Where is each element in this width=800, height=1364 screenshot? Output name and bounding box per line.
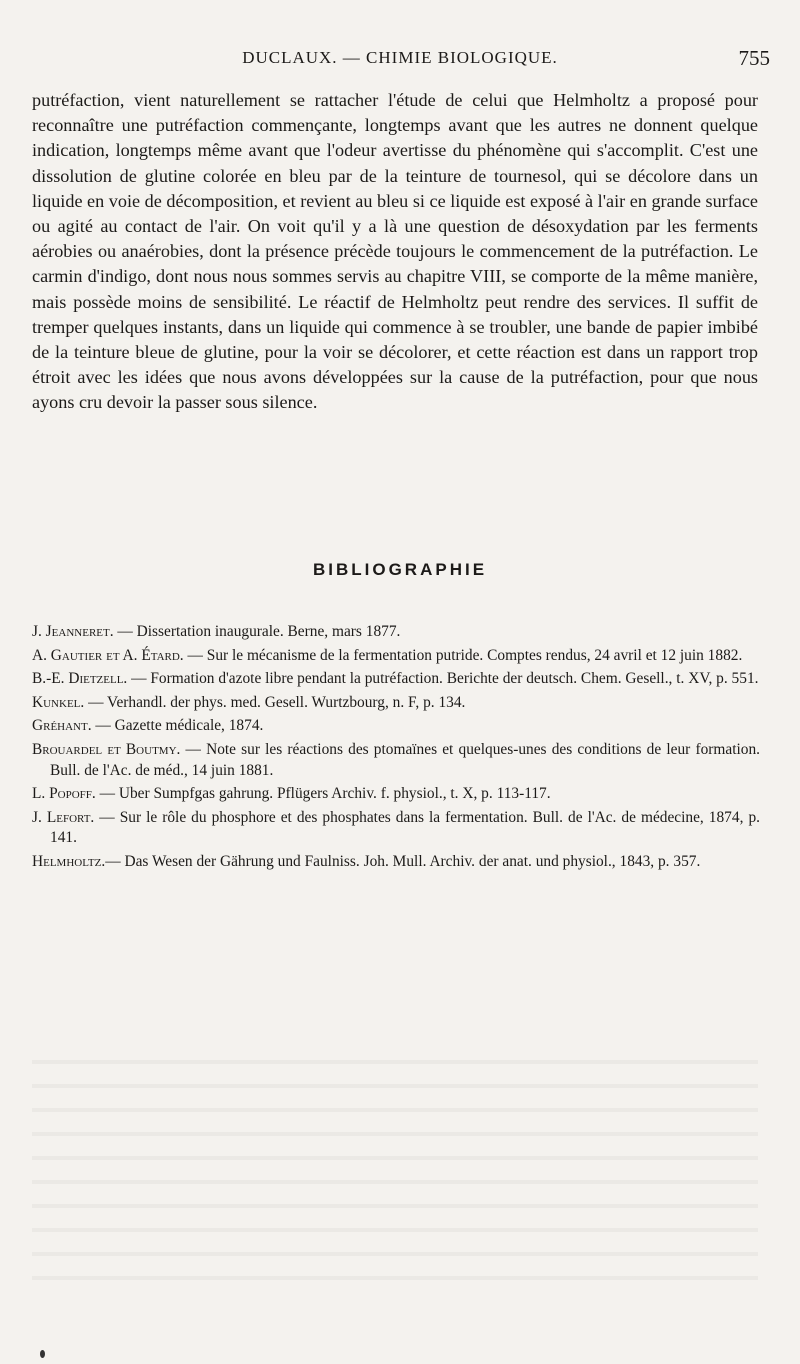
- entry-text: — Verhandl. der phys. med. Gesell. Wurtzbourg, n. F, p. 134.: [84, 693, 466, 711]
- bibliography-entry: [32, 740, 760, 781]
- entry-author: Brouardel et Boutmy.: [32, 740, 181, 758]
- entry-text: — Das Wesen der Gährung und Faulniss. Joh. Mull. Archiv. der anat. und physiol., 1843, p. 357.: [105, 852, 701, 870]
- bleed-through-texture: [32, 1040, 758, 1280]
- entry-text: — Sur le rôle du phosphore et des phosphates dans la fermentation. Bull. de l'Ac. de médecine, 1874, p. 141.: [50, 808, 760, 847]
- body-text: [32, 88, 758, 416]
- entry-author: J. Lefort.: [32, 808, 95, 826]
- entry-text: — Sur le mécanisme de la fermentation putride. Comptes rendus, 24 avril et 12 juin 1882.: [183, 646, 743, 664]
- bibliography-entry: [32, 716, 760, 737]
- bibliography-entry: [32, 784, 760, 805]
- running-head: DUCLAUX. — CHIMIE BIOLOGIQUE.: [242, 48, 558, 67]
- entry-author: B.-E. Dietzell.: [32, 670, 128, 688]
- bibliography-entry: [32, 622, 760, 643]
- entry-text: — Note sur les réactions des ptomaïnes et quelques-unes des conditions de leur formation. Bull. de l'Ac. de méd., 14 juin 1881.: [50, 740, 760, 779]
- section-title: BIBLIOGRAPHIE: [312, 560, 488, 579]
- entry-author: Kunkel.: [32, 693, 85, 711]
- ink-speck: [40, 1350, 45, 1358]
- bibliography-entry: [32, 852, 760, 873]
- entry-text: — Dissertation inaugurale. Berne, mars 1877.: [113, 623, 401, 640]
- bibliography-entry: [32, 693, 760, 714]
- entry-text: — Formation d'azote libre pendant la putréfaction. Berichte der deutsch. Chem. Gesell., t. XV, p. 551.: [127, 670, 759, 688]
- bibliography-entry: [32, 808, 760, 849]
- entry-author: Helmholtz.: [32, 852, 106, 870]
- entry-text: — Gazette médicale, 1874.: [91, 717, 264, 735]
- bibliography-list: [32, 622, 760, 876]
- bibliography-entry: [32, 646, 760, 667]
- entry-author: L. Popoff.: [32, 785, 96, 803]
- entry-author: Gréhant.: [32, 717, 92, 735]
- page-header: [30, 48, 770, 76]
- entry-text: — Uber Sumpfgas gahrung. Pflügers Archiv. f. physiol., t. X, p. 113-117.: [95, 785, 551, 803]
- paragraph: putréfaction, vient naturellement se rattacher l'étude de celui que Helmholtz a proposé pour reconnaître une putréfaction commençante, longtemps avant que les autres ne donnent quelque indication, longtemps même avant que l'odeur avertisse du phénomène qui s'accomplit. C'est une dissolution de glutine colorée en bleu par de la teinture de tournesol, qui se décolore dans un liquide en voie de décomposition, et revient au bleu si ce liquide est exposé à l'air en grande surface ou agité au contact de l'air. On voit qu'il y a là une question de désoxydation par les ferments aérobies ou anaérobies, dont la présence précède toujours le commencement de la putréfaction. Le carmin d'indigo, dont nous nous sommes servis au chapitre VIII, se comporte de la même manière, mais possède moins de sensibilité. Le réactif de Helmholtz peut rendre des services. Il suffit de tremper quelques instants, dans un liquide qui commence à se troubler, une bande de papier imbibé de la teinture bleue de glutine, pour la voir se décolorer, et cette réaction est dans un rapport trop étroit avec les idées que nous avons développées sur la cause de la putréfaction, pour que nous ayons cru devoir la passer sous silence.: [32, 90, 758, 413]
- bibliography-entry: [32, 669, 760, 690]
- page-number: 755: [738, 46, 770, 70]
- entry-author: A. Gautier et A. Étard.: [32, 646, 184, 664]
- entry-author: J. Jeanneret.: [32, 623, 114, 640]
